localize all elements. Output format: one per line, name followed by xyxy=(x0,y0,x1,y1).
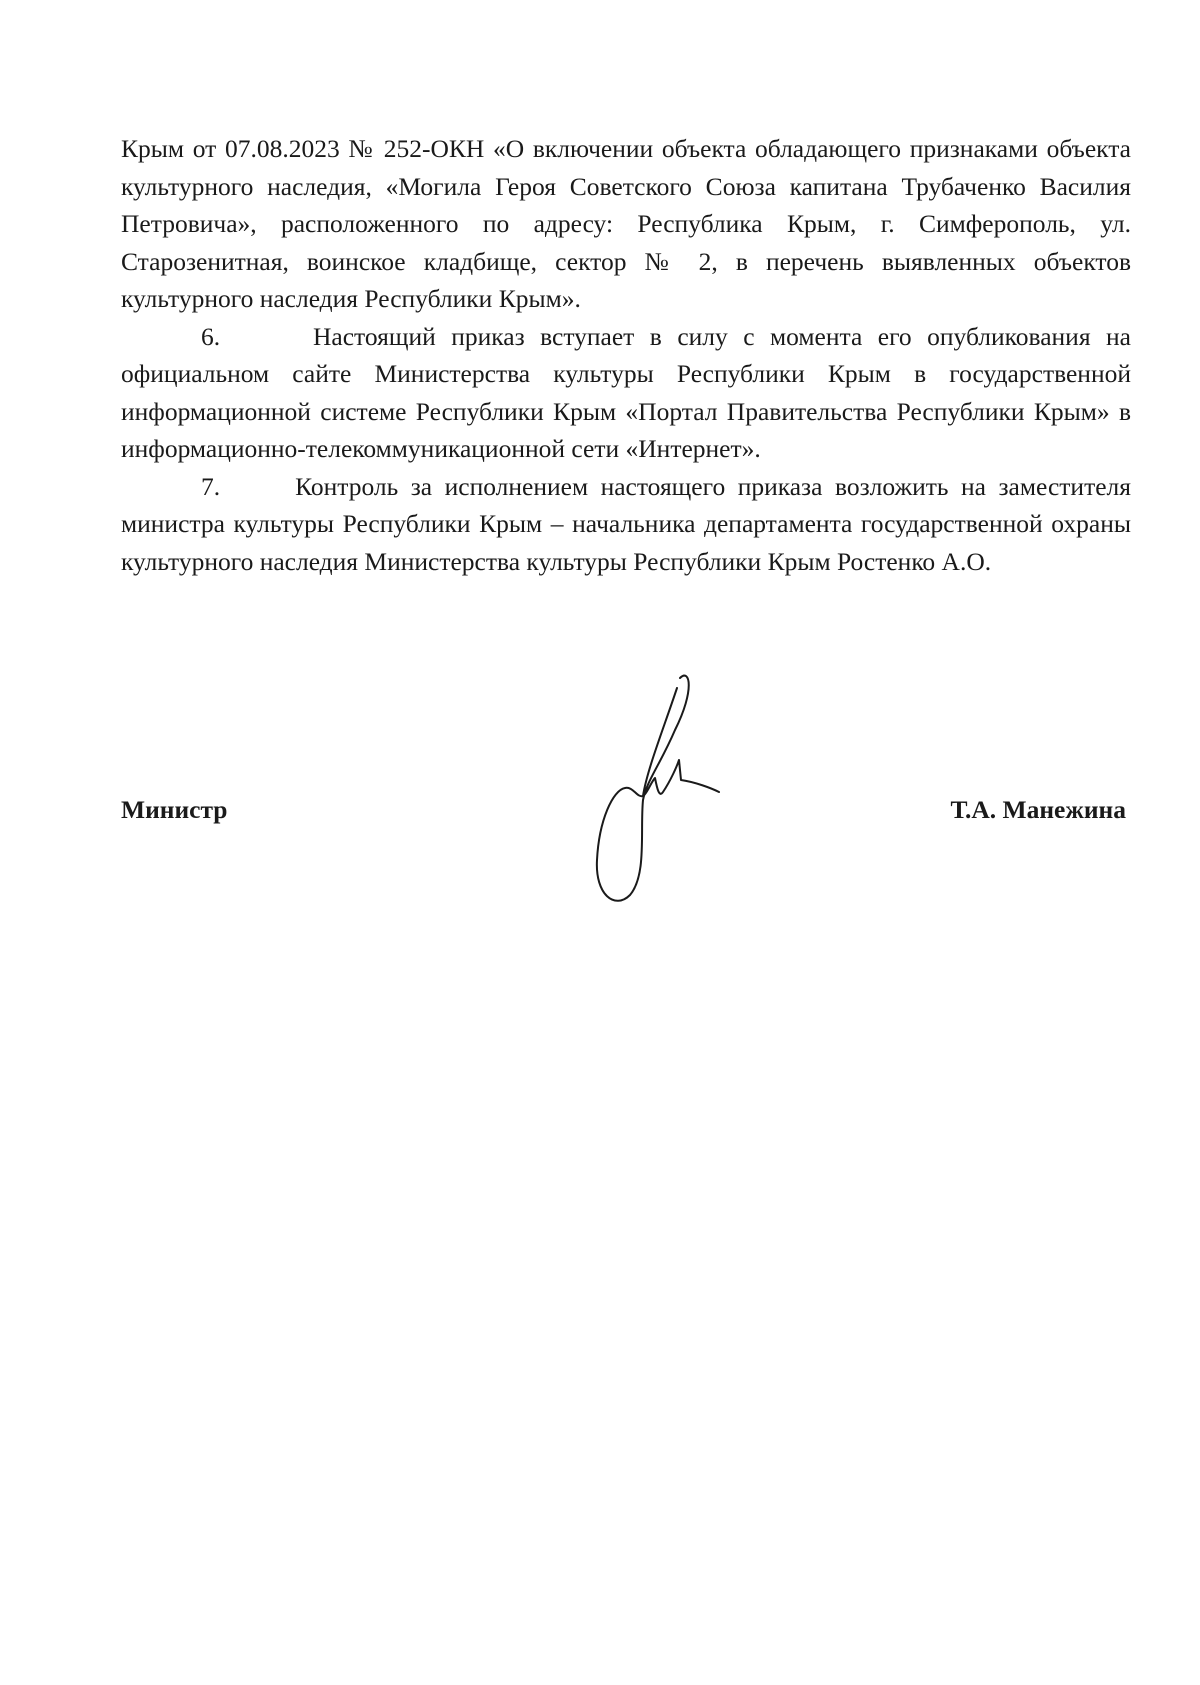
paragraph-item-7: 7. Контроль за исполнением настоящего приказа возложить на заместителя министра культуры Республики Крым – начальника департамента государственной охраны культурного наследия Министерства культуры Республики Крым Ростенко А.О. xyxy=(121,471,1131,576)
signatory-title: Министр xyxy=(121,795,228,824)
handwritten-signature-icon xyxy=(585,670,735,915)
paragraph-item-6: 6. Настоящий приказ вступает в силу с момента его опубликования на официальном сайте Министерства культуры Республики Крым в государственной информационной системе Республики Крым «Портал Правительства Республики Крым» в информационно-телекоммуникационной сети «Интернет». xyxy=(121,321,1131,463)
document-body xyxy=(121,130,1131,580)
paragraph-intro-continuation: Крым от 07.08.2023 № 252-ОКН «О включении объекта обладающего признаками объекта культурного наследия, «Могила Героя Советского Союза капитана Трубаченко Василия Петровича», расположенного по адресу: Республика Крым, г. Симферополь, ул. Старозенитная, воинское кладбище, сектор № 2, в перечень выявленных объектов культурного наследия Республики Крым». xyxy=(121,134,1131,313)
signatory-name: Т.А. Манежина xyxy=(950,795,1126,824)
signature-block xyxy=(121,795,1131,835)
